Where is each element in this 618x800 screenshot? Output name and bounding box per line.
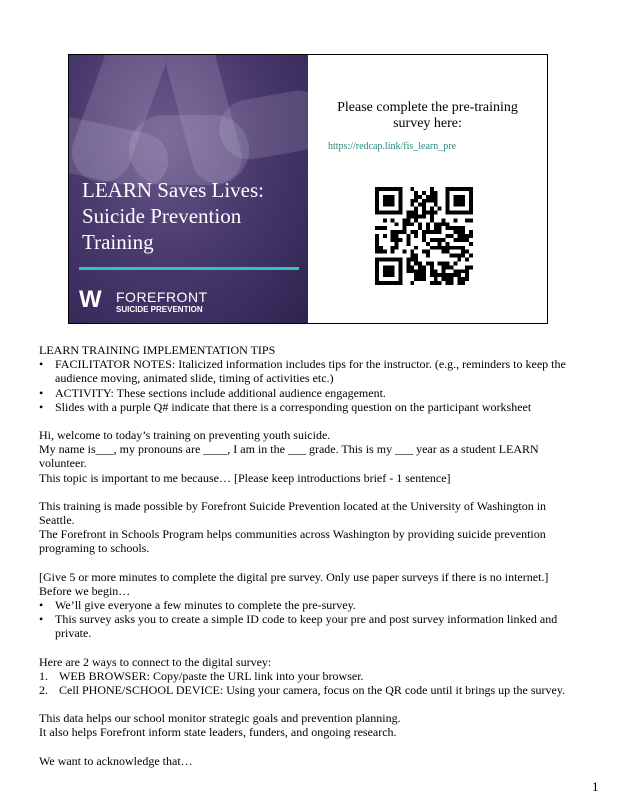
title-underline	[79, 267, 299, 270]
connect-label: WEB BROWSER:	[59, 668, 151, 683]
connect-text: Using your camera, focus on the QR code until it brings up the survey.	[226, 683, 566, 698]
slide-thumbnail	[68, 54, 548, 324]
slide-title-line: Suicide Prevention	[82, 204, 242, 228]
logo-tagline: SUICIDE PREVENTION	[116, 305, 203, 314]
slide-title-line: Training	[82, 230, 154, 254]
acknowledge-line: We want to acknowledge that…	[39, 753, 193, 768]
data-line: This data helps our school monitor strategic goals and prevention planning.	[39, 711, 401, 726]
survey-instruction: [Give 5 or more minutes to complete the digital pre survey. Only use paper surveys if there is no internet.]	[39, 569, 549, 584]
tip-text: Slides with a purple Q# indicate that there is a corresponding question on the participant worksheet	[55, 399, 532, 414]
tip-item	[39, 386, 584, 400]
connect-item	[39, 669, 584, 683]
bullet-icon: •	[39, 598, 44, 613]
tip-text: FACILITATOR NOTES: Italicized information includes tips for the instructor. (e.g., reminders to keep the audience moving, animated slide, timing of activities etc.)	[55, 357, 566, 386]
bullet-icon: •	[39, 385, 44, 400]
bullet-icon: •	[39, 399, 44, 414]
speaker-notes	[39, 343, 584, 768]
data-line: It also helps Forefront inform state leaders, funders, and ongoing research.	[39, 725, 397, 740]
survey-prompt-line: survey here:	[393, 116, 462, 131]
before-begin: Before we begin…	[39, 583, 131, 598]
list-item-text: This survey asks you to create a simple ID code to keep your pre and post survey information linked and private.	[55, 612, 558, 641]
list-item-text: We’ll give everyone a few minutes to complete the pre-survey.	[55, 598, 356, 613]
bullet-icon: •	[39, 357, 44, 372]
connect-label: Cell PHONE/SCHOOL DEVICE:	[59, 683, 224, 698]
tip-text: ACTIVITY: These sections include additional audience engagement.	[55, 385, 386, 400]
list-item	[39, 598, 584, 612]
connect-intro: Here are 2 ways to connect to the digital survey:	[39, 654, 272, 669]
survey-prompt-line: Please complete the pre-training	[337, 100, 518, 115]
intro-line: This topic is important to me because… [Please keep introductions brief - 1 sentence]	[39, 470, 451, 485]
page-number: 1	[592, 779, 599, 794]
uw-w-icon: W	[79, 286, 102, 313]
tip-item	[39, 400, 584, 414]
photo-shape	[129, 115, 249, 185]
survey-link[interactable]: https://redcap.link/fis_learn_pre	[328, 141, 457, 152]
funding-line: The Forefront in Schools Program helps communities across Washington by providing suicide prevention programing to schools.	[39, 527, 546, 556]
list-item	[39, 612, 584, 640]
connect-text: Copy/paste the URL link into your browser.	[153, 668, 364, 683]
slide-title	[82, 177, 307, 255]
qr-code-icon[interactable]	[375, 187, 473, 285]
intro-line: My name is___, my pronouns are ____, I am in the ___ grade. This is my ___ year as a student LEARN volunteer.	[39, 442, 539, 471]
slide-photo-panel	[69, 55, 308, 323]
intro-line: Hi, welcome to today’s training on preventing youth suicide.	[39, 428, 331, 443]
logo-name: FOREFRONT	[116, 289, 208, 305]
slide-survey-panel	[308, 55, 547, 323]
notes-heading: LEARN TRAINING IMPLEMENTATION TIPS	[39, 343, 276, 357]
tip-item	[39, 357, 584, 385]
item-number: 1.	[39, 668, 48, 683]
bullet-icon: •	[39, 612, 44, 627]
connect-item	[39, 683, 584, 697]
slide-title-line: LEARN Saves Lives:	[82, 178, 264, 202]
item-number: 2.	[39, 683, 48, 698]
survey-prompt	[308, 100, 547, 132]
funding-line: This training is made possible by Forefront Suicide Prevention located at the University of Washington in Seattle.	[39, 498, 547, 528]
